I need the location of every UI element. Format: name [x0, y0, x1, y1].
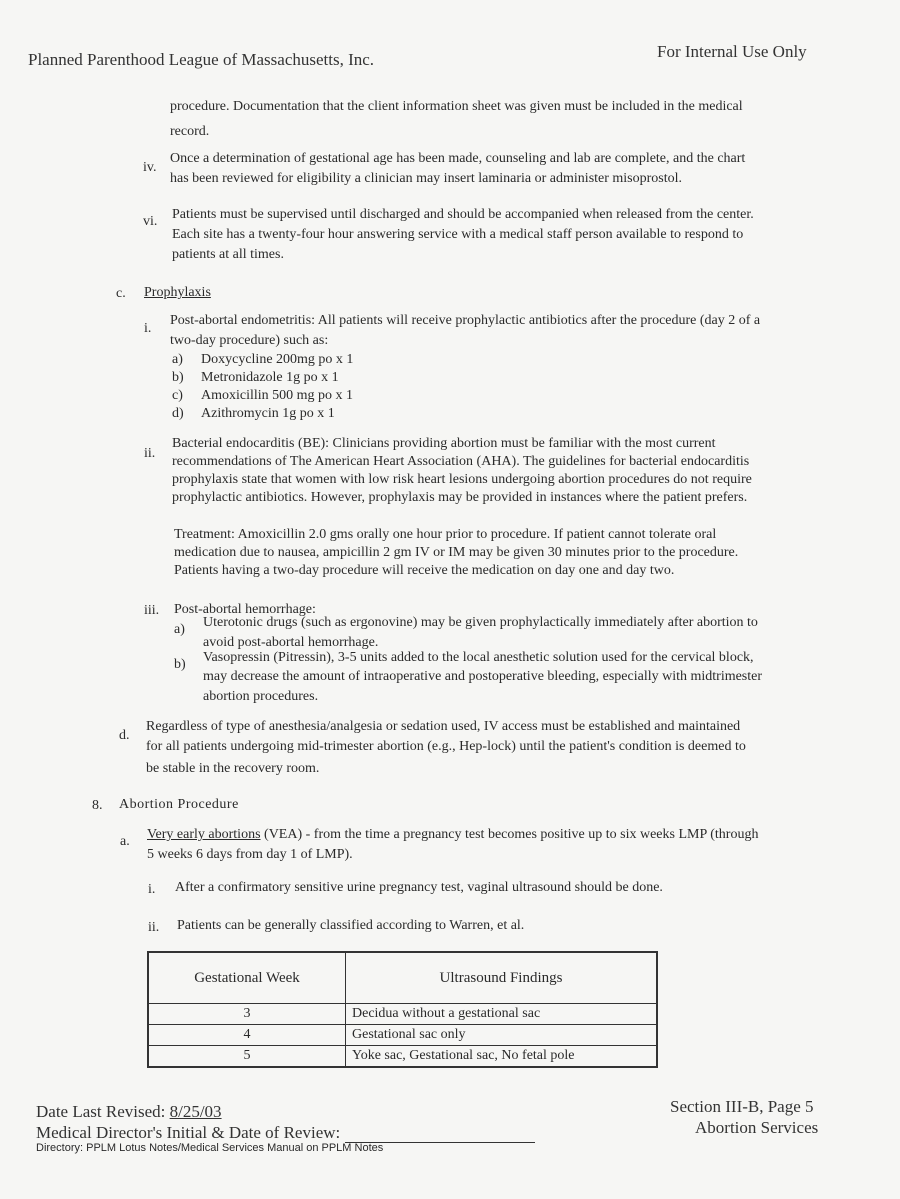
list-item: Metronidazole 1g po x 1 [201, 370, 339, 385]
table-row [148, 1046, 657, 1068]
item-number: vi. [143, 214, 158, 229]
item-d-line: be stable in the recovery room. [146, 761, 320, 776]
item-a-line: 5 weeks 6 days from day 1 of LMP). [147, 847, 353, 862]
list-item: Doxycycline 200mg po x 1 [201, 352, 354, 367]
gestational-week-table [147, 951, 658, 1068]
service-name: Abortion Services [695, 1118, 819, 1137]
table-header: Ultrasound Findings [346, 952, 658, 1004]
list-item: Amoxicillin 500 mg po x 1 [201, 388, 354, 403]
continuation-line: record. [170, 124, 210, 139]
section-letter: c. [116, 286, 126, 301]
list-item-letter: c) [172, 388, 183, 403]
very-early-abortions-term: Very early abortions [147, 827, 261, 842]
table-header: Gestational Week [148, 952, 346, 1004]
directory-path: Directory: PPLM Lotus Notes/Medical Services Manual on PPLM Notes [36, 1142, 384, 1154]
item-cii-line: prophylaxis state that women with low risk heart lesions undergoing abortion procedures do not require [172, 472, 752, 487]
table-cell: Gestational sac only [346, 1025, 658, 1046]
item-ciii-b-line: abortion procedures. [203, 689, 319, 704]
list-item-letter: a) [172, 352, 183, 367]
item-aii-text: Patients can be generally classified according to Warren, et al. [177, 918, 525, 933]
item-ciii-b-line: Vasopressin (Pitressin), 3-5 units added to the local anesthetic solution used for the cervical block, [203, 650, 754, 665]
item-vi-line: patients at all times. [172, 247, 284, 262]
item-ciii-a-line: Uterotonic drugs (such as ergonovine) may be given prophylactically immediately after abortion to [203, 615, 758, 630]
table-row [148, 1004, 657, 1025]
item-cii-line: Bacterial endocarditis (BE): Clinicians providing abortion must be familiar with the most current [172, 436, 716, 451]
item-iv-line: Once a determination of gestational age has been made, counseling and lab are complete, and the chart [170, 151, 746, 166]
revised-date: 8/25/03 [169, 1102, 222, 1121]
item-vi-line: Each site has a twenty-four hour answering service with a medical staff person available to respond to [172, 227, 744, 242]
section-page: Section III-B, Page 5 [670, 1097, 814, 1116]
item-ciii-b-line: may decrease the amount of intraoperative and postoperative bleeding, especially with midtrimester [203, 669, 763, 684]
section-title-abortion-procedure: Abortion Procedure [119, 797, 239, 812]
item-ai-text: After a confirmatory sensitive urine pregnancy test, vaginal ultrasound should be done. [175, 880, 663, 895]
item-d-line: for all patients undergoing mid-trimester abortion (e.g., Hep-lock) until the patient's condition is deemed to [146, 739, 746, 754]
item-a-text: (VEA) - from the time a pregnancy test becomes positive up to six weeks LMP (through [260, 827, 759, 842]
section-title-prophylaxis: Prophylaxis [144, 285, 211, 300]
item-ciii-title: Post-abortal hemorrhage: [174, 602, 316, 617]
continuation-line: procedure. Documentation that the client information sheet was given must be included in the medical [170, 99, 743, 114]
table-cell: 4 [148, 1025, 346, 1046]
list-item-letter: d) [172, 406, 184, 421]
item-ciii-a-line: avoid post-abortal hemorrhage. [203, 635, 379, 650]
item-ci-line: Post-abortal endometritis: All patients will receive prophylactic antibiotics after the procedure (day 2 of a [170, 313, 761, 328]
item-number: i. [148, 882, 156, 897]
table-cell: 3 [148, 1004, 346, 1025]
internal-use-notice: For Internal Use Only [657, 42, 807, 61]
item-vi-line: Patients must be supervised until discharged and should be accompanied when released from the center. [172, 207, 754, 222]
item-cii-line: recommendations of The American Heart Association (AHA). The guidelines for bacterial endocarditis [172, 454, 750, 469]
list-item-letter: b) [174, 657, 186, 672]
item-number: ii. [148, 920, 160, 935]
table-row [148, 1025, 657, 1046]
treatment-line: Treatment: Amoxicillin 2.0 gms orally one hour prior to procedure. If patient cannot tolerate oral [174, 527, 717, 542]
item-cii-line: prophylactic antibiotics. However, prophylaxis may be provided in instances where the patient prefers. [172, 490, 748, 505]
item-number: i. [144, 321, 152, 336]
item-a-line [147, 826, 758, 844]
table-cell: Yoke sac, Gestational sac, No fetal pole [346, 1046, 658, 1068]
item-ci-line: two-day procedure) such as: [170, 333, 329, 348]
item-number: iii. [144, 603, 160, 618]
list-item: Azithromycin 1g po x 1 [201, 406, 335, 421]
list-item-letter: b) [172, 370, 184, 385]
date-last-revised [36, 1102, 222, 1122]
list-item-letter: a) [174, 622, 185, 637]
item-number: iv. [143, 160, 157, 175]
item-iv-line: has been reviewed for eligibility a clinician may insert laminaria or administer misoprostol. [170, 171, 683, 186]
section-letter: d. [119, 728, 130, 743]
table-cell: 5 [148, 1046, 346, 1068]
director-review-line [36, 1123, 535, 1143]
section-letter: a. [120, 834, 130, 849]
treatment-line: Patients having a two-day procedure will receive the medication on day one and day two. [174, 563, 675, 578]
item-d-line: Regardless of type of anesthesia/analgesia or sedation used, IV access must be established and maintained [146, 719, 741, 734]
director-label: Medical Director's Initial & Date of Review: [36, 1123, 341, 1142]
item-number: ii. [144, 446, 156, 461]
treatment-line: medication due to nausea, ampicillin 2 gm IV or IM may be given 30 minutes prior to the procedure. [174, 545, 739, 560]
table-cell: Decidua without a gestational sac [346, 1004, 658, 1025]
org-name: Planned Parenthood League of Massachusetts, Inc. [28, 50, 375, 69]
section-number: 8. [92, 798, 103, 813]
revised-label: Date Last Revised: [36, 1102, 170, 1121]
